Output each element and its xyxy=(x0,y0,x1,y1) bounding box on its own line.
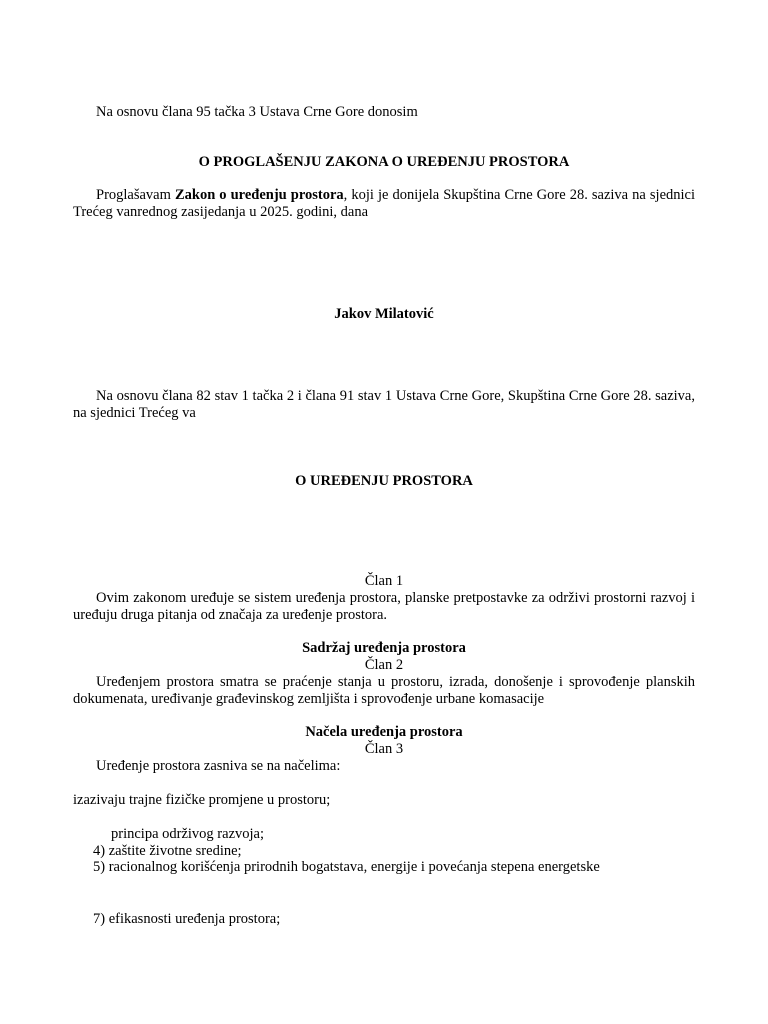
proclamation-law-name: Zakon o uređenju prostora xyxy=(174,187,344,203)
law-title: O UREĐENJU PROSTORA xyxy=(295,473,473,489)
article-3-text-line: Uređenje prostora zasniva se na načelima: xyxy=(96,758,341,774)
article-1-text: Ovim zakonom uređuje se sistem uređenja prostora, planske pretpostavke za održivi prostorni razvoj i uređuju druga pitanja od značaja za uređenje prostora. xyxy=(73,590,695,623)
principle-item-4: 4) zaštite životne sredine; xyxy=(93,843,242,859)
principle-item-5: 5) racionalnog korišćenja prirodnih bogatstava, energije i povećanja stepena energetske xyxy=(93,859,600,875)
preamble-paragraph: Na osnovu člana 82 stav 1 tačka 2 i člana 91 stav 1 Ustava Crne Gore, Skupština Crne Gore 28. saziva, na sjednici Trećeg va xyxy=(73,388,695,421)
article-2-heading: Sadržaj uređenja prostora xyxy=(302,640,466,656)
article-3-number: Član 3 xyxy=(364,741,404,757)
article-3-heading: Načela uređenja prostora xyxy=(305,724,463,740)
article-3-text xyxy=(73,758,695,775)
proclamation-post: , koji je donijela Skupština Crne Gore 28. saziva na sjednici Trećeg vanrednog zasijedanja u 2025. godini, dana xyxy=(73,187,695,220)
principle-fragment-2: principa održivog razvoja; xyxy=(111,826,264,842)
principle-item-7: 7) efikasnosti uređenja prostora; xyxy=(93,911,281,927)
article-2-text: Uređenjem prostora smatra se praćenje stanja u prostoru, izrada, donošenje i sprovođenje planskih dokumenata, uređivanje građevinskog zemljišta i sprovođenje urbane komasacije xyxy=(73,674,695,707)
principle-fragment-1: izazivaju trajne fizičke promjene u prostoru; xyxy=(73,792,331,808)
proclamation-paragraph xyxy=(73,187,695,221)
article-2-number: Član 2 xyxy=(364,657,404,673)
decree-title: O PROGLAŠENJU ZAKONA O UREĐENJU PROSTORA xyxy=(198,154,570,170)
signatory-name: Jakov Milatović xyxy=(334,306,434,322)
intro-line xyxy=(73,104,695,121)
article-1-number: Član 1 xyxy=(364,573,404,589)
intro-text: Na osnovu člana 95 tačka 3 Ustava Crne Gore donosim xyxy=(96,104,418,120)
proclamation-pre: Proglašavam xyxy=(96,187,175,203)
